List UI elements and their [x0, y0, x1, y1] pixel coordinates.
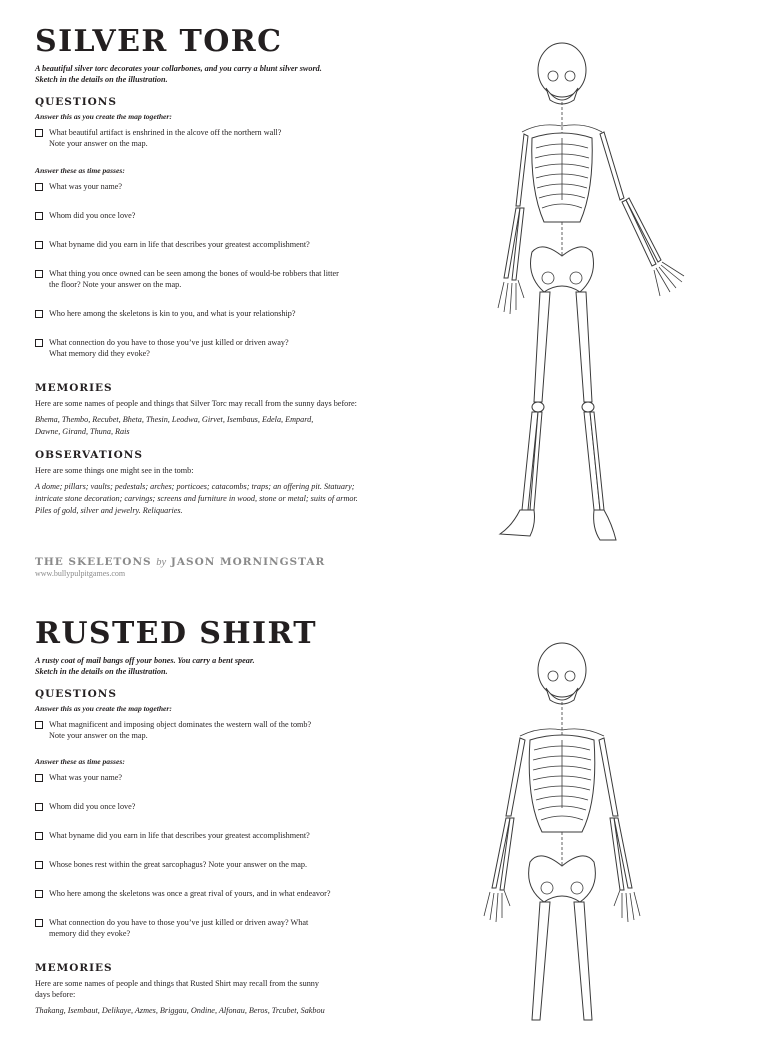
question-text: Note your answer on the map. [49, 139, 148, 148]
memories-names [35, 414, 385, 438]
time-prompt: Answer these as time passes: [35, 757, 125, 766]
sheet-title: RUSTED SHIRT [35, 616, 317, 651]
memories-intro [35, 398, 385, 409]
question-text: What byname did you earn in life that describes your greatest accomplishment? [49, 831, 310, 840]
memories-intro-line: days before: [35, 990, 76, 999]
intro-line: Sketch in the details on the illustration. [35, 667, 168, 676]
credit-line [35, 556, 325, 568]
observations-line: intricate stone decoration; carvings; screens and furniture in wood, stone or metal; suits of armor. [35, 494, 358, 503]
observations-line: A dome; pillars; vaults; pedestals; arches; porticoes; catacombs; traps; an offering pit. Statuary; [35, 482, 355, 491]
author-name: JASON MORNINGSTAR [170, 556, 326, 568]
question-item [35, 239, 385, 250]
question-text: the floor? Note your answer on the map. [49, 280, 182, 289]
checkbox[interactable] [35, 310, 43, 318]
character-sheet-rusted-shirt [0, 592, 768, 1024]
checkbox[interactable] [35, 919, 43, 927]
question-item [35, 917, 385, 939]
map-prompt: Answer this as you create the map together: [35, 112, 172, 121]
game-title: THE SKELETONS [35, 556, 152, 568]
sheet-intro [35, 655, 385, 677]
skeleton-illustration [460, 640, 660, 1040]
observations-list [35, 481, 385, 517]
memories-intro-line: Here are some names of people and things that Rusted Shirt may recall from the sunny [35, 979, 319, 988]
checkbox[interactable] [35, 339, 43, 347]
question-text: Note your answer on the map. [49, 731, 148, 740]
question-text: Whom did you once love? [49, 802, 136, 811]
checkbox[interactable] [35, 270, 43, 278]
question-item [35, 308, 385, 319]
memories-intro-line: Here are some names of people and things that Silver Torc may recall from the sunny days before: [35, 399, 357, 408]
question-text: Whose bones rest within the great sarcophagus? Note your answer on the map. [49, 860, 308, 869]
time-prompt: Answer these as time passes: [35, 166, 125, 175]
question-item [35, 830, 385, 841]
question-item [35, 888, 385, 899]
question-text: What thing you once owned can be seen among the bones of would-be robbers that litter [49, 269, 339, 278]
question-text: What beautiful artifact is enshrined in the alcove off the northern wall? [49, 128, 282, 137]
question-text: What byname did you earn in life that describes your greatest accomplishment? [49, 240, 310, 249]
skeleton-illustration [470, 40, 700, 550]
observations-heading: OBSERVATIONS [35, 449, 143, 461]
memories-intro [35, 978, 385, 1000]
questions-heading: QUESTIONS [35, 96, 117, 108]
question-item [35, 772, 385, 783]
checkbox[interactable] [35, 129, 43, 137]
question-item [35, 268, 385, 290]
question-item [35, 801, 385, 812]
intro-line: A beautiful silver torc decorates your collarbones, and you carry a blunt silver sword. [35, 64, 322, 73]
question-item [35, 719, 385, 741]
observations-intro: Here are some things one might see in the tomb: [35, 466, 194, 475]
question-item [35, 210, 385, 221]
sheet-text-column [35, 616, 385, 1017]
question-text: Who here among the skeletons was once a great rival of yours, and in what endeavor? [49, 889, 331, 898]
question-text: Who here among the skeletons is kin to you, and what is your relationship? [49, 309, 296, 318]
question-item [35, 337, 385, 359]
map-prompt: Answer this as you create the map together: [35, 704, 172, 713]
intro-line: A rusty coat of mail bangs off your bones. You carry a bent spear. [35, 656, 255, 665]
memories-heading: MEMORIES [35, 382, 113, 394]
question-text: What memory did they evoke? [49, 349, 150, 358]
question-text: What magnificent and imposing object dominates the western wall of the tomb? [49, 720, 312, 729]
question-text: What was your name? [49, 182, 122, 191]
checkbox[interactable] [35, 861, 43, 869]
checkbox[interactable] [35, 832, 43, 840]
question-text: What connection do you have to those you’ve just killed or driven away? What [49, 918, 309, 927]
sheet-intro [35, 63, 385, 85]
question-item [35, 127, 385, 149]
names-line: Bhema, Thembo, Recubet, Bheta, Thesin, Leodwa, Girvet, Isembaus, Edela, Empard, [35, 415, 314, 424]
checkbox[interactable] [35, 241, 43, 249]
observations-line: Piles of gold, silver and jewelry. Reliquaries. [35, 506, 183, 515]
question-item [35, 181, 385, 192]
question-text: memory did they evoke? [49, 929, 131, 938]
question-text: Whom did you once love? [49, 211, 136, 220]
checkbox[interactable] [35, 803, 43, 811]
website-link[interactable]: www.bullypulpitgames.com [35, 569, 126, 578]
names-line: Thakang, Isembaut, Delikaye, Azmes, Briggau, Ondine, Alfonau, Beros, Trcubet, Sakbou [35, 1006, 325, 1015]
memories-heading: MEMORIES [35, 962, 113, 974]
credit-by: by [156, 557, 167, 568]
checkbox[interactable] [35, 212, 43, 220]
question-item [35, 859, 385, 870]
sheet-text-column [35, 24, 385, 517]
question-text: What connection do you have to those you’ve just killed or driven away? [49, 338, 289, 347]
intro-line: Sketch in the details on the illustration. [35, 75, 168, 84]
memories-names [35, 1005, 385, 1017]
checkbox[interactable] [35, 774, 43, 782]
checkbox[interactable] [35, 183, 43, 191]
questions-heading: QUESTIONS [35, 688, 117, 700]
checkbox[interactable] [35, 890, 43, 898]
checkbox[interactable] [35, 721, 43, 729]
question-text: What was your name? [49, 773, 122, 782]
names-line: Dawne, Girand, Thuna, Rais [35, 427, 130, 436]
sheet-title: SILVER TORC [35, 24, 283, 59]
